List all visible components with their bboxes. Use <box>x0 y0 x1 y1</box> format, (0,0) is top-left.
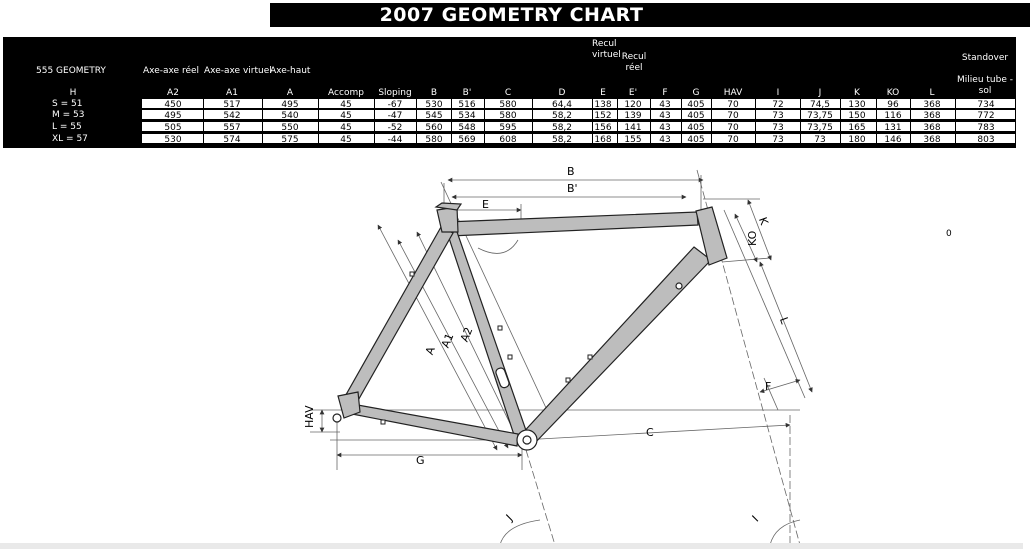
table-cell: 368 <box>923 135 941 145</box>
dim-label-ko: KO <box>746 230 759 246</box>
table-gridline <box>840 99 841 145</box>
size-label: L = 55 <box>52 122 82 132</box>
column-header: D <box>558 88 566 98</box>
col-desc-standover-sub: Milieu tube - sol <box>957 75 1013 96</box>
dim-label-g: G <box>416 454 425 467</box>
table-gridline <box>755 99 756 145</box>
column-header: KO <box>886 88 900 98</box>
table-cell: 70 <box>727 111 739 121</box>
table-cell: 45 <box>340 100 352 110</box>
table-cell: 495 <box>164 111 182 121</box>
table-cell: -52 <box>387 123 403 133</box>
table-cell: 45 <box>340 135 352 145</box>
column-header: C <box>504 88 512 98</box>
table-cell: 540 <box>281 111 299 121</box>
column-header: B <box>430 88 438 98</box>
col-desc-standover: Standover <box>961 53 1009 63</box>
size-label: S = 51 <box>52 99 83 109</box>
table-cell: 139 <box>624 111 642 121</box>
table-gridline <box>451 99 452 145</box>
table-cell: 545 <box>425 111 443 121</box>
dim-label-j: J <box>503 511 516 524</box>
table-cell: 73 <box>814 135 826 145</box>
table-cell: 116 <box>884 111 902 121</box>
table-row-header: 555 GEOMETRY <box>36 66 106 76</box>
table-cell: 368 <box>923 123 941 133</box>
table-gridline <box>650 99 651 145</box>
table-cell: 405 <box>687 100 705 110</box>
column-header: B' <box>462 88 472 98</box>
dim-label-c: C <box>646 426 654 439</box>
table-cell: 130 <box>848 100 866 110</box>
size-col-header: H <box>69 88 77 98</box>
table-gridline <box>910 99 911 145</box>
table-cell: 45 <box>340 111 352 121</box>
table-gridline <box>617 99 618 145</box>
table-cell: 146 <box>884 135 902 145</box>
table-cell: 141 <box>624 123 642 133</box>
table-gridline <box>876 99 877 145</box>
table-cell: 152 <box>594 111 612 121</box>
table-cell: 548 <box>458 123 476 133</box>
table-cell: 450 <box>164 100 182 110</box>
col-desc-e-prime: Recul réel <box>621 52 647 73</box>
table-cell: 530 <box>425 100 443 110</box>
table-cell: 734 <box>977 100 995 110</box>
table-cell: 58,2 <box>551 135 573 145</box>
table-cell: 405 <box>687 111 705 121</box>
table-cell: 368 <box>923 111 941 121</box>
column-header: A1 <box>226 88 238 98</box>
dim-label-i: I <box>749 512 762 525</box>
table-cell: 73 <box>772 123 784 133</box>
col-desc-a: Axe-haut <box>270 66 311 76</box>
table-cell: 803 <box>977 135 995 145</box>
table-cell: 165 <box>848 123 866 133</box>
table-cell: 138 <box>594 100 612 110</box>
column-header: E <box>600 88 606 98</box>
table-cell: 516 <box>458 100 476 110</box>
table-gridline <box>955 99 956 145</box>
table-cell: 73 <box>772 111 784 121</box>
table-cell: 608 <box>499 135 517 145</box>
table-gridline <box>532 99 533 145</box>
table-row <box>141 99 1015 108</box>
table-cell: 43 <box>659 123 671 133</box>
dim-label-a: A <box>422 344 438 357</box>
table-cell: 58,2 <box>551 111 573 121</box>
table-cell: 74,5 <box>809 100 831 110</box>
table-cell: 180 <box>848 135 866 145</box>
table-cell: 405 <box>687 123 705 133</box>
table-gridline <box>141 99 142 145</box>
table-cell: 550 <box>281 123 299 133</box>
table-cell: 542 <box>223 111 241 121</box>
table-gridline <box>416 99 417 145</box>
window-bottom-strip <box>0 543 1023 549</box>
column-header: L <box>929 88 935 98</box>
dim-label-e: E <box>482 198 489 211</box>
table-cell: 560 <box>425 123 443 133</box>
table-cell: 574 <box>223 135 241 145</box>
table-cell: 783 <box>977 123 995 133</box>
table-cell: 368 <box>923 100 941 110</box>
table-gridline <box>592 99 593 145</box>
table-cell: 72 <box>772 100 784 110</box>
table-cell: 70 <box>727 135 739 145</box>
column-header: G <box>692 88 700 98</box>
table-gridline <box>681 99 682 145</box>
table-cell: 120 <box>624 100 642 110</box>
column-header: Accomp <box>328 88 364 98</box>
table-cell: 534 <box>458 111 476 121</box>
column-header: F <box>662 88 668 98</box>
table-cell: 505 <box>164 123 182 133</box>
table-cell: 73 <box>772 135 784 145</box>
col-desc-e: Recul virtuel <box>592 39 621 60</box>
table-gridline <box>374 99 375 145</box>
dim-label-k: K <box>755 215 771 227</box>
dim-label-b: B <box>567 165 575 178</box>
table-cell: 595 <box>499 123 517 133</box>
column-header: I <box>776 88 780 98</box>
table-cell: -47 <box>387 111 403 121</box>
table-cell: 530 <box>164 135 182 145</box>
table-cell: 156 <box>594 123 612 133</box>
table-cell: 131 <box>884 123 902 133</box>
page-title: 2007 GEOMETRY CHART <box>379 4 644 26</box>
dim-label-a1: A1 <box>438 331 457 350</box>
column-header: A <box>286 88 294 98</box>
table-cell: 580 <box>499 111 517 121</box>
table-cell: 70 <box>727 100 739 110</box>
table-cell: 43 <box>659 135 671 145</box>
table-cell: 70 <box>727 123 739 133</box>
table-cell: 73,75 <box>807 111 833 121</box>
table-cell: 43 <box>659 111 671 121</box>
table-cell: 45 <box>340 123 352 133</box>
column-header: A2 <box>167 88 179 98</box>
table-cell: 495 <box>281 100 299 110</box>
table-cell: 168 <box>594 135 612 145</box>
column-header: K <box>854 88 860 98</box>
table-cell: 155 <box>624 135 642 145</box>
dim-label-hav: HAV <box>303 405 316 428</box>
col-desc-a1: Axe-axe virtuel <box>204 66 272 76</box>
table-cell: 575 <box>281 135 299 145</box>
dim-label-a2: A2 <box>457 325 476 344</box>
dim-label-f: F <box>765 380 772 393</box>
table-cell: 517 <box>223 100 241 110</box>
table-cell: 96 <box>887 100 899 110</box>
table-cell: -67 <box>387 100 403 110</box>
table-gridline <box>800 99 801 145</box>
table-cell: 557 <box>223 123 241 133</box>
table-cell: 150 <box>848 111 866 121</box>
table-cell: 569 <box>458 135 476 145</box>
table-cell: 58,2 <box>551 123 573 133</box>
frame-geometry-diagram <box>0 150 1023 545</box>
table-cell: 73,75 <box>807 123 833 133</box>
dim-label-b-prime: B' <box>567 182 578 195</box>
column-header: E' <box>628 88 638 98</box>
table-cell: -44 <box>387 135 403 145</box>
table-gridline <box>262 99 263 145</box>
table-cell: 772 <box>977 111 995 121</box>
size-label: M = 53 <box>52 110 85 120</box>
column-header: Sloping <box>378 88 412 98</box>
dim-label-l: L <box>776 315 792 326</box>
table-cell: 580 <box>425 135 443 145</box>
table-gridline <box>203 99 204 145</box>
stray-mark: 0 <box>946 229 952 239</box>
column-header: HAV <box>723 88 743 98</box>
column-header: J <box>818 88 822 98</box>
size-label: XL = 57 <box>52 134 88 144</box>
table-cell: 405 <box>687 135 705 145</box>
table-cell: 43 <box>659 100 671 110</box>
table-gridline <box>318 99 319 145</box>
table-cell: 580 <box>499 100 517 110</box>
table-gridline <box>711 99 712 145</box>
table-gridline <box>484 99 485 145</box>
table-cell: 64,4 <box>551 100 573 110</box>
col-desc-a2: Axe-axe réel <box>143 66 200 76</box>
